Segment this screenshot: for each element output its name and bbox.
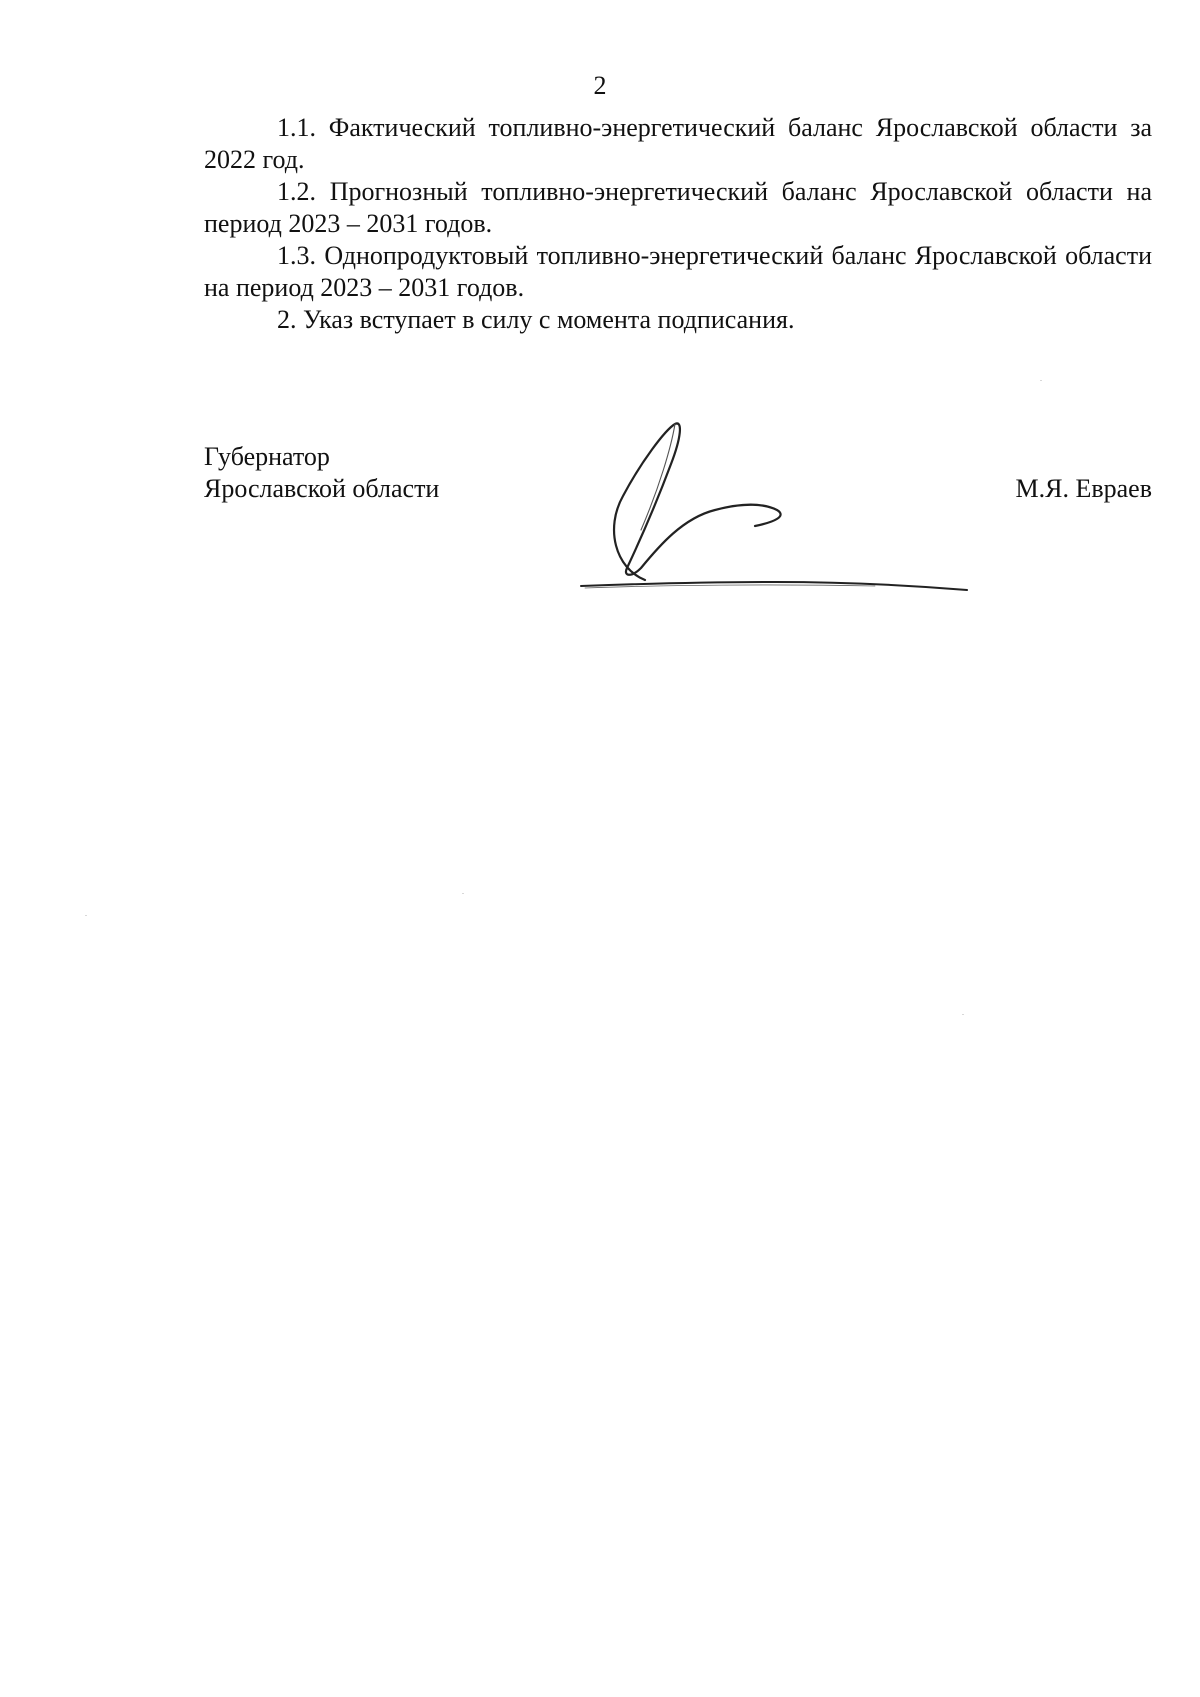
- paragraph-1-2: 1.2. Прогнозный топливно-энергетический баланс Ярославской области на период 2023 – 2031 годов.: [204, 177, 1152, 238]
- scan-speck: [1040, 380, 1042, 381]
- handwritten-signature-icon: [575, 418, 975, 598]
- scan-speck: [962, 1014, 964, 1015]
- signer-position-line-1: Губернатор: [204, 442, 330, 471]
- paragraph-1-3: 1.3. Однопродуктовый топливно-энергетический баланс Ярославской области на период 2023 – 2031 годов.: [204, 241, 1152, 302]
- paragraph-1-1: 1.1. Фактический топливно-энергетический баланс Ярославской области за 2022 год.: [204, 113, 1152, 174]
- signer-position-line-2: Ярославской области: [204, 474, 440, 503]
- signer-name: М.Я. Евраев: [1015, 474, 1152, 503]
- scan-speck: [462, 893, 464, 894]
- scan-speck: [85, 915, 87, 916]
- document-body: [204, 112, 1152, 336]
- signer-position: [204, 441, 439, 505]
- paragraph-2: 2. Указ вступает в силу с момента подписания.: [277, 305, 795, 334]
- page-number: 2: [593, 71, 607, 100]
